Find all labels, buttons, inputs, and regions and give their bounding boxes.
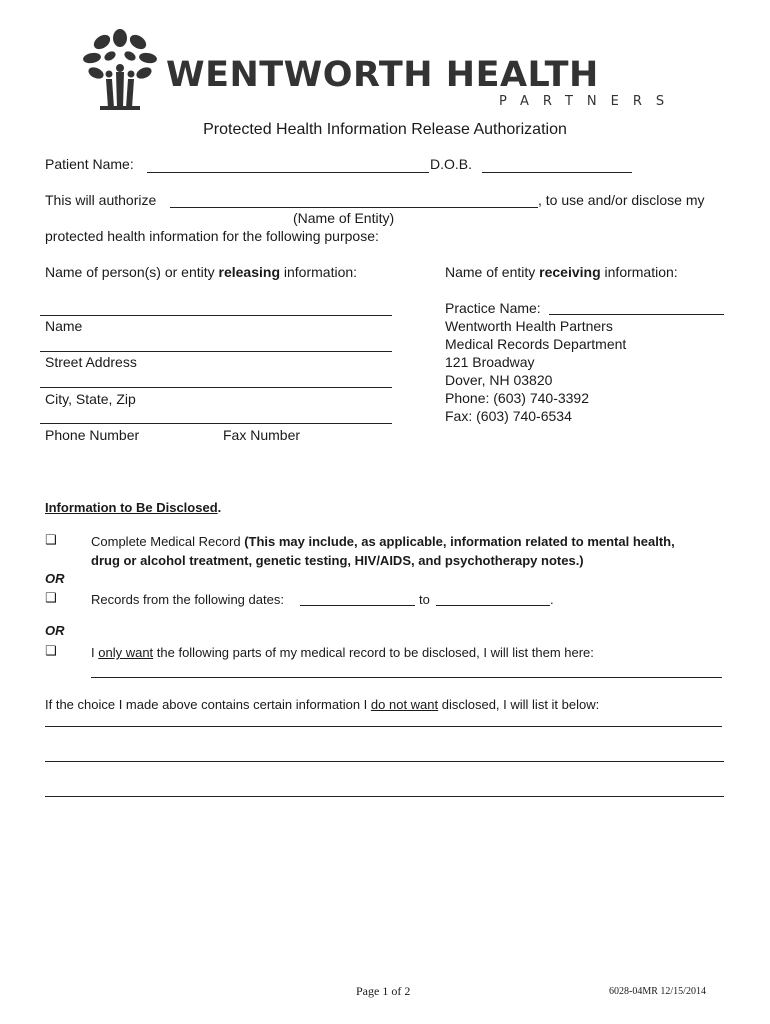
specific-parts-checkbox[interactable]: ❑ [45, 644, 57, 659]
receiving-line: 121 Broadway [445, 354, 535, 370]
releasing-street-field[interactable] [40, 351, 392, 352]
patient-name-field[interactable] [147, 172, 429, 173]
receiving-line: Fax: (603) 740-6534 [445, 408, 572, 424]
page-title: Protected Health Information Release Authorization [203, 121, 567, 138]
releasing-name-label: Name [45, 318, 83, 334]
exclude-label: If the choice I made above contains certain information I do not want disclosed, I will list it below: [45, 697, 600, 712]
releasing-name-field[interactable] [40, 315, 392, 316]
releasing-heading: Name of person(s) or entity releasing information: [45, 264, 358, 280]
entity-name-field[interactable] [170, 207, 538, 208]
form-code: 6028-04MR 12/15/2014 [609, 986, 706, 997]
logo-subtitle: PARTNERS [499, 94, 679, 109]
wentworth-logo [80, 28, 690, 113]
or-label: OR [45, 623, 65, 638]
specific-parts-field[interactable] [91, 677, 722, 678]
dob-field[interactable] [482, 172, 632, 173]
receiving-heading: Name of entity receiving information: [445, 264, 678, 280]
receiving-line: Phone: (603) 740-3392 [445, 390, 589, 406]
page-number: Page 1 of 2 [356, 984, 411, 998]
date-range-label: Records from the following dates: [91, 592, 284, 607]
logo-wordmark: WENTWORTH HEALTH [166, 55, 599, 95]
complete-record-checkbox[interactable]: ❑ [45, 533, 57, 548]
releasing-street-label: Street Address [45, 354, 137, 370]
practice-name-field[interactable] [549, 314, 724, 315]
authorize-suffix: , to use and/or disclose my [538, 192, 705, 208]
date-to-field[interactable] [436, 605, 550, 606]
date-from-field[interactable] [300, 605, 415, 606]
releasing-city-field[interactable] [40, 387, 392, 388]
receiving-line: Dover, NH 03820 [445, 372, 553, 388]
releasing-phone-field[interactable] [40, 423, 392, 424]
date-to-label: to [419, 592, 430, 607]
disclosed-heading: Information to Be Disclosed. [45, 500, 222, 515]
exclude-field-2[interactable] [45, 761, 724, 762]
receiving-line: Medical Records Department [445, 336, 627, 352]
tree-people-icon [80, 28, 160, 112]
purpose-text: protected health information for the following purpose: [45, 228, 379, 244]
releasing-phone-label: Phone Number [45, 427, 140, 443]
date-range-checkbox[interactable]: ❑ [45, 591, 57, 606]
authorize-prefix: This will authorize [45, 192, 157, 208]
entity-name-hint: (Name of Entity) [293, 210, 395, 226]
complete-record-label: Complete Medical Record (This may include, as applicable, information related to mental health, [91, 534, 675, 549]
exclude-field-3[interactable] [45, 796, 724, 797]
exclude-field-1[interactable] [45, 726, 722, 727]
receiving-line: Wentworth Health Partners [445, 318, 613, 334]
releasing-fax-label: Fax Number [223, 427, 301, 443]
specific-parts-label: I only want the following parts of my medical record to be disclosed, I will list them here: [91, 645, 594, 660]
releasing-city-label: City, State, Zip [45, 391, 136, 407]
complete-record-note: drug or alcohol treatment, genetic testing, HIV/AIDS, and psychotherapy notes.) [91, 553, 584, 568]
dob-label: D.O.B. [430, 156, 473, 172]
practice-name-label: Practice Name: [445, 300, 541, 316]
patient-name-label: Patient Name: [45, 156, 134, 172]
date-range-end: . [550, 592, 554, 607]
or-label: OR [45, 571, 65, 586]
